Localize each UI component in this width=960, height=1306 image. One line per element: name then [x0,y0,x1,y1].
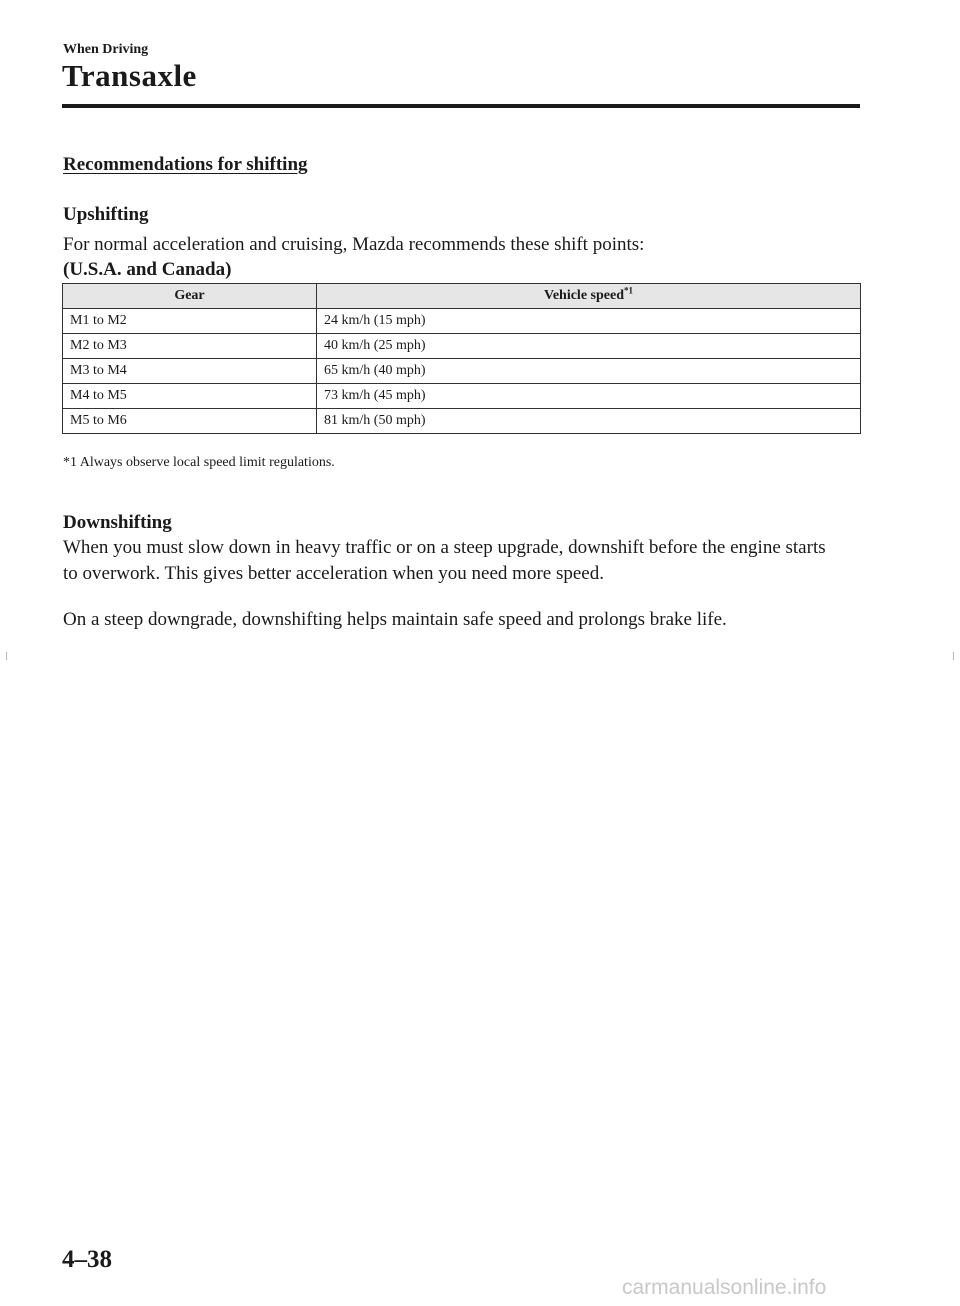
page-number: 4–38 [62,1246,112,1273]
watermark: carmanualsonline.info [622,1276,827,1299]
speed-footnote: *1 Always observe local speed limit regulations. [63,455,335,470]
column-header-speed-label: Vehicle speed [544,288,624,303]
header-rule [62,104,860,108]
gear-cell: M4 to M5 [63,384,317,409]
column-header-gear-label: Gear [174,288,205,303]
upshifting-heading: Upshifting [63,204,149,225]
downshifting-heading: Downshifting [63,512,172,533]
shift-points-table [62,283,861,434]
speed-cell: 65 km/h (40 mph) [317,359,861,384]
crop-mark-left [6,652,7,660]
table-row [63,359,861,384]
table-row [63,334,861,359]
crop-mark-right [953,652,954,660]
table-row [63,409,861,434]
gear-cell: M5 to M6 [63,409,317,434]
section-label: When Driving [63,42,149,57]
footnote-reference: *1 [623,285,633,296]
column-header-gear [63,284,317,309]
chapter-title: Transaxle [62,58,197,93]
upshifting-intro: For normal acceleration and cruising, Mazda recommends these shift points: [63,234,645,255]
gear-cell: M2 to M3 [63,334,317,359]
table-row [63,384,861,409]
downshifting-paragraph-1: When you must slow down in heavy traffic or on a steep upgrade, downshift before the engine starts to overwork. This gives better acceleration when you need more speed. [63,537,826,584]
table-header-row [63,284,861,309]
region-label: (U.S.A. and Canada) [63,259,232,280]
table-row [63,309,861,334]
speed-cell: 73 km/h (45 mph) [317,384,861,409]
column-header-speed [317,284,861,309]
gear-cell: M1 to M2 [63,309,317,334]
recommendations-heading: Recommendations for shifting [63,154,308,175]
downshifting-paragraph-2: On a steep downgrade, downshifting helps maintain safe speed and prolongs brake life. [63,609,727,630]
speed-cell: 24 km/h (15 mph) [317,309,861,334]
speed-cell: 40 km/h (25 mph) [317,334,861,359]
speed-cell: 81 km/h (50 mph) [317,409,861,434]
gear-cell: M3 to M4 [63,359,317,384]
